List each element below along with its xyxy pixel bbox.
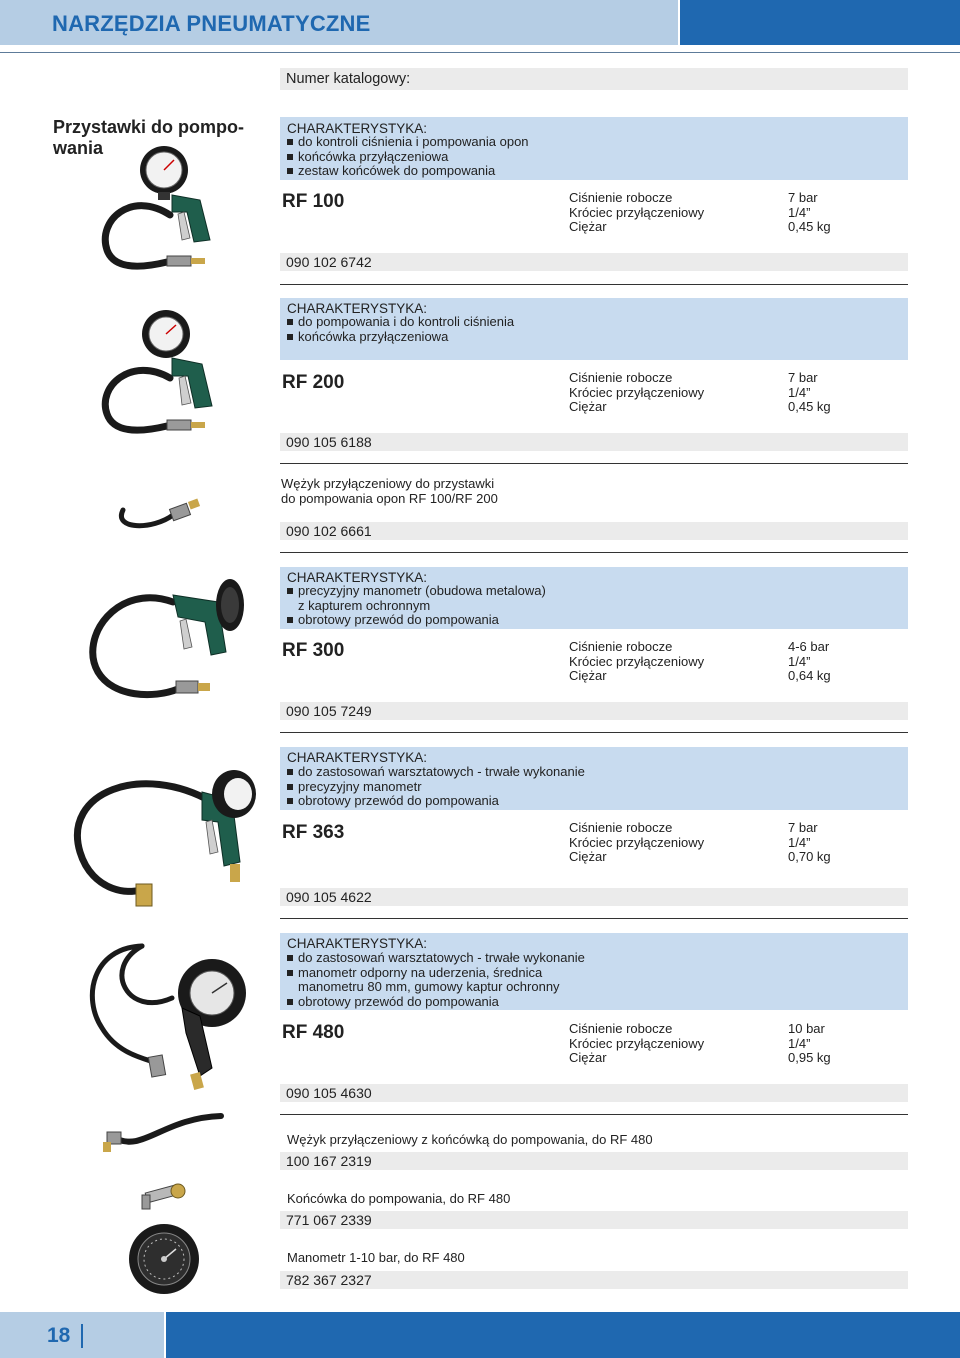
features-heading: CHARAKTERYSTYKA:: [287, 570, 428, 585]
list-item: obrotowy przewód do pompowania: [287, 995, 585, 1010]
list-item: precyzyjny manometr (obudowa metalowa): [287, 584, 546, 599]
spec-labels: Ciśnienie robocze Króciec przyłączeniowy Ciężar: [569, 190, 705, 235]
rf363-image: [62, 762, 262, 917]
catalog-label: Numer katalogowy:: [286, 71, 411, 87]
bullet-icon: [287, 154, 293, 160]
code-bar: [280, 522, 908, 540]
code-bar: [280, 888, 908, 906]
spec-labels: Ciśnienie robocze Króciec przyłączeniowy Ciężar: [569, 820, 705, 865]
bullet-icon: [287, 955, 293, 961]
code-bar: [280, 253, 908, 271]
divider: [280, 284, 908, 285]
catalog-number: 771 067 2339: [286, 1212, 372, 1228]
catalog-number: 090 105 4630: [286, 1085, 372, 1101]
bullet-icon: [287, 617, 293, 623]
list-item: obrotowy przewód do pompowania: [287, 794, 585, 809]
hose-description: Wężyk przyłączeniowy do przystawki do pompowania opon RF 100/RF 200: [281, 476, 498, 506]
features-list-rf100: [287, 135, 529, 179]
model-name: RF 363: [282, 822, 345, 843]
rf200-image: [92, 306, 242, 441]
bullet-icon: [287, 319, 293, 325]
spec-values: 7 bar 1/4” 0,45 kg: [788, 190, 831, 235]
spec-values: 7 bar 1/4” 0,45 kg: [788, 370, 831, 415]
bullet-icon: [287, 139, 293, 145]
header-accent-block: [680, 0, 960, 45]
code-bar: [280, 1271, 908, 1289]
features-list-rf200: [287, 315, 514, 344]
bullet-icon: [287, 784, 293, 790]
code-bar: [280, 1084, 908, 1102]
divider: [280, 732, 908, 733]
code-bar: [280, 1152, 908, 1170]
spec-labels: Ciśnienie robocze Króciec przyłączeniowy Ciężar: [569, 370, 705, 415]
bullet-icon: [287, 588, 293, 594]
list-item: precyzyjny manometr: [287, 780, 585, 795]
model-name: RF 100: [282, 191, 345, 212]
divider: [280, 552, 908, 553]
features-heading: CHARAKTERYSTYKA:: [287, 750, 428, 765]
rf100-image: [92, 140, 242, 275]
divider: [280, 918, 908, 919]
features-list-rf480: do zastosowań warsztatowych - trwałe wykonanie manometr odporny na uderzenia, średnica manometru 80 mm, gumowy kaptur ochronny obrotowy przewód do pompowania: [287, 951, 585, 1009]
bullet-icon: [287, 168, 293, 174]
accessory-description: Manometr 1-10 bar, do RF 480: [287, 1250, 465, 1265]
catalog-number: 090 105 7249: [286, 703, 372, 719]
page-number-separator: [81, 1324, 83, 1348]
list-item: do kontroli ciśnienia i pompowania opon: [287, 135, 529, 150]
list-item: obrotowy przewód do pompowania: [287, 613, 546, 628]
rf480-image: [82, 938, 252, 1098]
bullet-icon: [287, 334, 293, 340]
list-item: do zastosowań warsztatowych - trwałe wykonanie: [287, 951, 585, 966]
list-item: zestaw końcówek do pompowania: [287, 164, 529, 179]
accessory-nozzle-image: [140, 1175, 190, 1213]
features-list-rf300: precyzyjny manometr (obudowa metalowa) z kapturem ochronnym obrotowy przewód do pompowania: [287, 584, 546, 628]
accessory-hose-image: [103, 1108, 228, 1158]
features-list-rf363: [287, 765, 585, 809]
page-title: NARZĘDZIA PNEUMATYCZNE: [52, 11, 371, 36]
catalog-number: 100 167 2319: [286, 1153, 372, 1169]
bullet-icon: [287, 769, 293, 775]
catalog-number: 090 105 6188: [286, 434, 372, 450]
list-item: do pompowania i do kontroli ciśnienia: [287, 315, 514, 330]
catalog-number: 090 102 6742: [286, 254, 372, 270]
list-item: końcówka przyłączeniowa: [287, 330, 514, 345]
code-bar: [280, 433, 908, 451]
spec-values: 10 bar 1/4” 0,95 kg: [788, 1021, 831, 1066]
features-heading: CHARAKTERYSTYKA:: [287, 301, 428, 316]
code-bar: [280, 702, 908, 720]
divider: [280, 1114, 908, 1115]
bullet-icon: [287, 970, 293, 976]
catalog-number: 090 102 6661: [286, 523, 372, 539]
catalog-number: 090 105 4622: [286, 889, 372, 905]
list-item: do zastosowań warsztatowych - trwałe wykonanie: [287, 765, 585, 780]
header-divider: [0, 52, 960, 53]
model-name: RF 300: [282, 640, 345, 661]
features-heading: CHARAKTERYSTYKA:: [287, 121, 428, 136]
accessory-gauge-image: [128, 1223, 200, 1295]
features-heading: CHARAKTERYSTYKA:: [287, 936, 428, 951]
divider: [280, 463, 908, 464]
model-name: RF 200: [282, 372, 345, 393]
list-item: końcówka przyłączeniowa: [287, 150, 529, 165]
page-number: 18: [47, 1324, 71, 1347]
spec-values: 4-6 bar 1/4” 0,64 kg: [788, 639, 831, 684]
spec-labels: Ciśnienie robocze Króciec przyłączeniowy Ciężar: [569, 1021, 705, 1066]
bullet-icon: [287, 999, 293, 1005]
model-name: RF 480: [282, 1022, 345, 1043]
accessory-description: Końcówka do pompowania, do RF 480: [287, 1191, 511, 1206]
section-title: Przystawki do pompo- wania: [53, 117, 245, 158]
hose-image: [113, 490, 208, 535]
code-bar: [280, 1211, 908, 1229]
catalog-number: 782 367 2327: [286, 1272, 372, 1288]
spec-values: 7 bar 1/4” 0,70 kg: [788, 820, 831, 865]
bullet-icon: [287, 798, 293, 804]
footer-band: [166, 1312, 960, 1358]
list-item: manometr odporny na uderzenia, średnica: [287, 966, 585, 981]
accessory-description: Wężyk przyłączeniowy z końcówką do pompowania, do RF 480: [287, 1132, 653, 1147]
spec-labels: Ciśnienie robocze Króciec przyłączeniowy Ciężar: [569, 639, 705, 684]
rf300-image: [78, 577, 248, 712]
